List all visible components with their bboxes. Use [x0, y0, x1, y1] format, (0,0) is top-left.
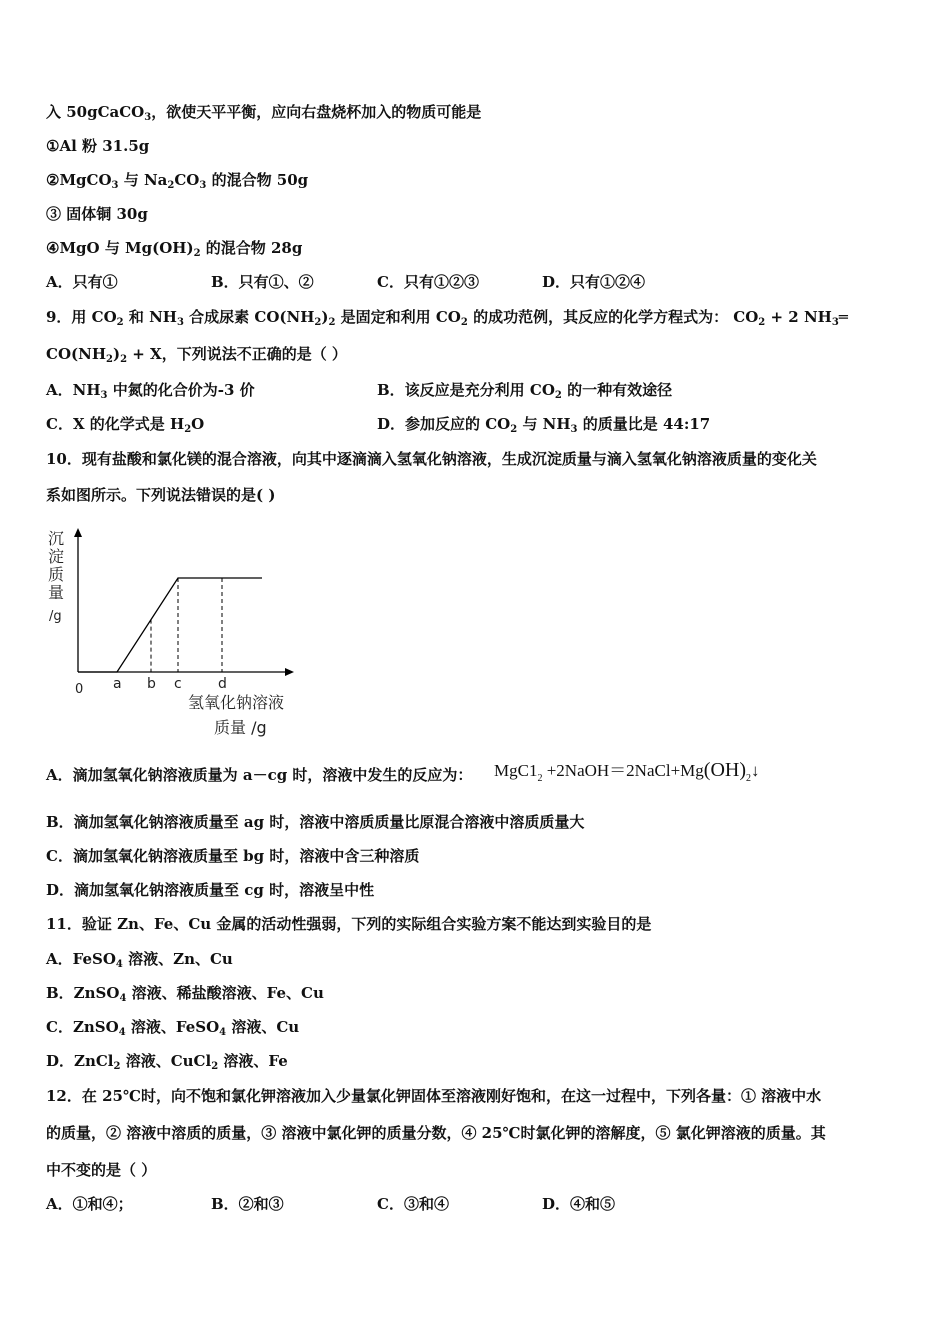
q8-intro: 入 50gCaCO$_3$，欲使天平平衡，应向右盘烧杯加入的物质可能是	[46, 103, 482, 123]
q10-option-d[interactable]: D．滴加氢氧化钠溶液质量至 cg 时，溶液呈中性	[46, 881, 375, 899]
chart-x-axis-arrow	[285, 668, 294, 676]
chart-xlabel-line-1: 氢氧化钠溶液	[188, 693, 285, 712]
chart-ylabel-char: 淀	[48, 547, 65, 566]
chart-xlabel-line-2: 质量 /g	[214, 718, 267, 737]
chart-ylabel	[48, 529, 64, 602]
q10-option-b[interactable]: B．滴加氢氧化钠溶液质量至 ag 时，溶液中溶质质量比原混合溶液中溶质质量大	[46, 813, 585, 831]
q11-option-b[interactable]: B．ZnSO$_4$ 溶液、稀盐酸溶液、Fe、Cu	[46, 984, 324, 1004]
q11-stem: 11．验证 Zn、Fe、Cu 金属的活动性强弱，下列的实际组合实验方案不能达到实验目的是	[46, 915, 652, 933]
q8-item-2: ②MgCO$_3$ 与 $Na_2CO_3$ 的混合物 50g	[46, 171, 309, 191]
chart-tick-a: a	[113, 676, 122, 692]
q11-option-a[interactable]: A．FeSO$_4$ 溶液、Zn、Cu	[46, 950, 233, 970]
q9-option-a[interactable]: A．$NH_3$ 中氮的化合价为-3 价	[46, 381, 255, 401]
q8-item-4: ④MgO 与 $Mg(OH)_2$ 的混合物 28g	[46, 239, 303, 259]
q8-item-1: ①Al 粉 31.5g	[46, 137, 150, 155]
q9-option-b[interactable]: B．该反应是充分利用 $CO_2$ 的一种有效途径	[377, 381, 673, 401]
q12-stem-line-1: 12．在 25℃时，向不饱和氯化钾溶液加入少量氯化钾固体至溶液刚好饱和，在这一过程中，下列各量：① 溶液中水	[46, 1087, 822, 1105]
chart-ylabel-char: 沉	[48, 529, 65, 548]
q9-stem-line-1: 9．用 $CO_2$ 和 $NH_3$ 合成尿素 $CO(NH_2)_2$ 是固定和利用 $CO_2$ 的成功范例，其反应的化学方程式为： $CO_2 + 2$ $NH_3═$	[46, 308, 848, 328]
q12-option-a[interactable]: A．①和④；	[46, 1195, 133, 1213]
q10-chart	[44, 522, 306, 744]
q12-option-d[interactable]: D．④和⑤	[542, 1195, 616, 1213]
q10-option-a[interactable]: A．滴加氢氧化钠溶液质量为 a－cg 时，溶液中发生的反应为：	[46, 766, 473, 784]
q12-stem-line-2: 的质量，② 溶液中溶质的质量，③ 溶液中氯化钾的质量分数，④ 25℃时氯化钾的溶解度，⑤ 氯化钾溶液的质量。其	[46, 1124, 826, 1142]
chart-origin-label: 0	[75, 682, 84, 697]
chart-series-line	[78, 578, 262, 672]
q10-option-c[interactable]: C．滴加氢氧化钠溶液质量至 bg 时，溶液中含三种溶质	[46, 847, 420, 865]
q11-option-c[interactable]: C．ZnSO$_4$ 溶液、FeSO$_4$ 溶液、Cu	[46, 1018, 300, 1038]
chart-ylabel-char: 量	[48, 583, 65, 602]
q12-option-c[interactable]: C．③和④	[377, 1195, 449, 1213]
chart-tick-c: c	[174, 676, 182, 692]
q8-option-b[interactable]: B．只有①、②	[211, 273, 314, 291]
q9-option-c[interactable]: C．X 的化学式是 $H_2O$	[46, 415, 205, 435]
chart-tick-d: d	[218, 676, 227, 692]
q12-option-b[interactable]: B．②和③	[211, 1195, 284, 1213]
q8-option-d[interactable]: D．只有①②④	[542, 273, 646, 291]
q11-option-d[interactable]: D．ZnCl$_2$ 溶液、CuCl$_2$ 溶液、Fe	[46, 1052, 288, 1072]
q10-stem-line-2: 系如图所示。下列说法错误的是( )	[46, 486, 276, 504]
q8-option-a[interactable]: A．只有①	[46, 273, 118, 291]
q8-item-3: ③ 固体铜 30g	[46, 205, 148, 223]
q10-option-a-formula: $MgC1_2$ $+2NaOH=2NaCl+Mg(OH)_2↓$	[494, 759, 760, 784]
chart-ylabel-char: 质	[48, 565, 65, 584]
q8-option-c[interactable]: C．只有①②③	[377, 273, 479, 291]
q12-stem-line-3: 中不变的是（ ）	[46, 1161, 157, 1179]
chart-guides	[151, 578, 222, 672]
chart-ticks	[113, 676, 227, 692]
q9-option-d[interactable]: D．参加反应的 $CO_2$ 与 $NH_3$ 的质量比是 44:17	[377, 415, 711, 435]
q10-stem-line-1: 10．现有盐酸和氯化镁的混合溶液，向其中逐滴滴入氢氧化钠溶液，生成沉淀质量与滴入氢氧化钠溶液质量的变化关	[46, 450, 817, 468]
q9-stem-line-2: $CO(NH_2)_2 + X$，下列说法不正确的是（ ）	[46, 345, 347, 365]
chart-ylabel-unit: /g	[49, 609, 62, 624]
chart-tick-b: b	[147, 676, 156, 692]
chart-y-axis-arrow	[74, 528, 82, 537]
